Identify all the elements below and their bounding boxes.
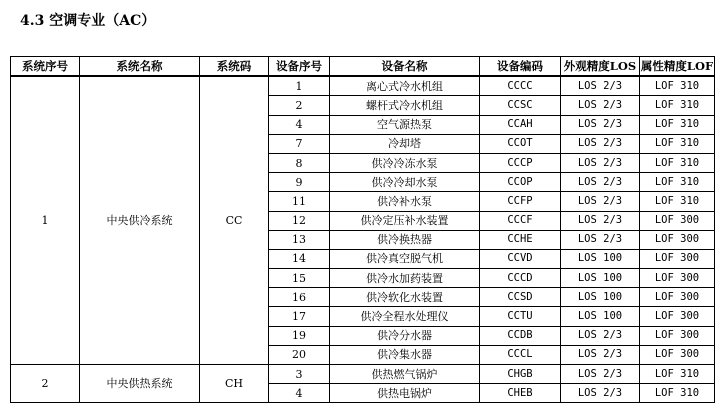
device-no-cell: 19 — [269, 326, 330, 345]
system-code-cell: CC — [200, 76, 269, 364]
device-name-cell: 空气源热泵 — [330, 115, 480, 134]
lof-cell: LOF 310 — [640, 134, 715, 153]
device-name-cell: 供冷水加药装置 — [330, 269, 480, 288]
device-name-cell: 供冷软化水装置 — [330, 288, 480, 307]
lof-cell: LOF 310 — [640, 192, 715, 211]
device-no-cell: 4 — [269, 384, 330, 403]
header-system-code: 系统码 — [200, 57, 269, 77]
lof-cell: LOF 310 — [640, 365, 715, 384]
system-name-cell: 中央供热系统 — [80, 365, 200, 403]
device-code-cell: CCCL — [480, 345, 561, 364]
device-name-cell: 供热电锅炉 — [330, 384, 480, 403]
device-no-cell: 8 — [269, 153, 330, 172]
lof-cell: LOF 300 — [640, 249, 715, 268]
device-code-cell: CCHE — [480, 230, 561, 249]
lof-cell: LOF 310 — [640, 173, 715, 192]
device-name-cell: 供冷换热器 — [330, 230, 480, 249]
device-code-cell: CCTU — [480, 307, 561, 326]
los-cell: LOS 2/3 — [561, 115, 640, 134]
device-code-cell: CCCF — [480, 211, 561, 230]
los-cell: LOS 2/3 — [561, 134, 640, 153]
table-body — [11, 76, 715, 403]
header-lof: 属性精度LOF — [640, 57, 715, 77]
device-code-cell: CCAH — [480, 115, 561, 134]
table-header-row — [11, 57, 715, 77]
los-cell: LOS 2/3 — [561, 96, 640, 115]
system-code-cell: CH — [200, 365, 269, 403]
device-name-cell: 供冷分水器 — [330, 326, 480, 345]
device-code-cell: CHGB — [480, 365, 561, 384]
los-cell: LOS 2/3 — [561, 173, 640, 192]
section-title: 4.3 空调专业（AC） — [20, 13, 156, 29]
device-no-cell: 15 — [269, 269, 330, 288]
lof-cell: LOF 310 — [640, 96, 715, 115]
table-row — [11, 365, 715, 384]
device-no-cell: 16 — [269, 288, 330, 307]
device-code-cell: CCDB — [480, 326, 561, 345]
device-no-cell: 1 — [269, 76, 330, 96]
header-system-no: 系统序号 — [11, 57, 80, 77]
device-no-cell: 12 — [269, 211, 330, 230]
lof-cell: LOF 300 — [640, 288, 715, 307]
system-no-cell: 2 — [11, 365, 80, 403]
lof-cell: LOF 300 — [640, 345, 715, 364]
header-device-no: 设备序号 — [269, 57, 330, 77]
device-code-cell: CCCD — [480, 269, 561, 288]
device-name-cell: 冷却塔 — [330, 134, 480, 153]
los-cell: LOS 2/3 — [561, 153, 640, 172]
los-cell: LOS 100 — [561, 249, 640, 268]
device-name-cell: 离心式冷水机组 — [330, 76, 480, 96]
device-no-cell: 4 — [269, 115, 330, 134]
device-code-cell: CCCP — [480, 153, 561, 172]
device-no-cell: 11 — [269, 192, 330, 211]
device-code-cell: CCOT — [480, 134, 561, 153]
los-cell: LOS 100 — [561, 269, 640, 288]
lof-cell: LOF 310 — [640, 76, 715, 96]
lof-cell: LOF 300 — [640, 326, 715, 345]
device-name-cell: 供热燃气锅炉 — [330, 365, 480, 384]
lof-cell: LOF 300 — [640, 269, 715, 288]
device-code-cell: CHEB — [480, 384, 561, 403]
device-no-cell: 14 — [269, 249, 330, 268]
device-no-cell: 7 — [269, 134, 330, 153]
los-cell: LOS 2/3 — [561, 76, 640, 96]
device-code-cell: CCFP — [480, 192, 561, 211]
device-no-cell: 17 — [269, 307, 330, 326]
device-name-cell: 供冷真空脱气机 — [330, 249, 480, 268]
device-no-cell: 3 — [269, 365, 330, 384]
device-name-cell: 供冷补水泵 — [330, 192, 480, 211]
device-no-cell: 13 — [269, 230, 330, 249]
los-cell: LOS 2/3 — [561, 211, 640, 230]
device-name-cell: 供冷定压补水装置 — [330, 211, 480, 230]
los-cell: LOS 2/3 — [561, 345, 640, 364]
device-code-cell: CCSC — [480, 96, 561, 115]
device-name-cell: 螺杆式冷水机组 — [330, 96, 480, 115]
los-cell: LOS 2/3 — [561, 230, 640, 249]
los-cell: LOS 2/3 — [561, 326, 640, 345]
lof-cell: LOF 310 — [640, 384, 715, 403]
device-no-cell: 2 — [269, 96, 330, 115]
device-code-cell: CCOP — [480, 173, 561, 192]
system-no-cell: 1 — [11, 76, 80, 364]
device-no-cell: 20 — [269, 345, 330, 364]
lof-cell: LOF 310 — [640, 115, 715, 134]
device-name-cell: 供冷全程水处理仪 — [330, 307, 480, 326]
los-cell: LOS 100 — [561, 307, 640, 326]
header-system-name: 系统名称 — [80, 57, 200, 77]
device-name-cell: 供冷集水器 — [330, 345, 480, 364]
device-name-cell: 供冷冷冻水泵 — [330, 153, 480, 172]
lof-cell: LOF 300 — [640, 307, 715, 326]
device-code-cell: CCCC — [480, 76, 561, 96]
los-cell: LOS 100 — [561, 288, 640, 307]
device-name-cell: 供冷冷却水泵 — [330, 173, 480, 192]
header-los: 外观精度LOS — [561, 57, 640, 77]
lof-cell: LOF 310 — [640, 153, 715, 172]
lof-cell: LOF 300 — [640, 230, 715, 249]
los-cell: LOS 2/3 — [561, 192, 640, 211]
table-row — [11, 76, 715, 96]
lof-cell: LOF 300 — [640, 211, 715, 230]
los-cell: LOS 2/3 — [561, 384, 640, 403]
los-cell: LOS 2/3 — [561, 365, 640, 384]
device-code-cell: CCSD — [480, 288, 561, 307]
header-device-name: 设备名称 — [330, 57, 480, 77]
equipment-code-table — [10, 56, 715, 403]
device-code-cell: CCVD — [480, 249, 561, 268]
device-no-cell: 9 — [269, 173, 330, 192]
header-device-code: 设备编码 — [480, 57, 561, 77]
system-name-cell: 中央供冷系统 — [80, 76, 200, 364]
